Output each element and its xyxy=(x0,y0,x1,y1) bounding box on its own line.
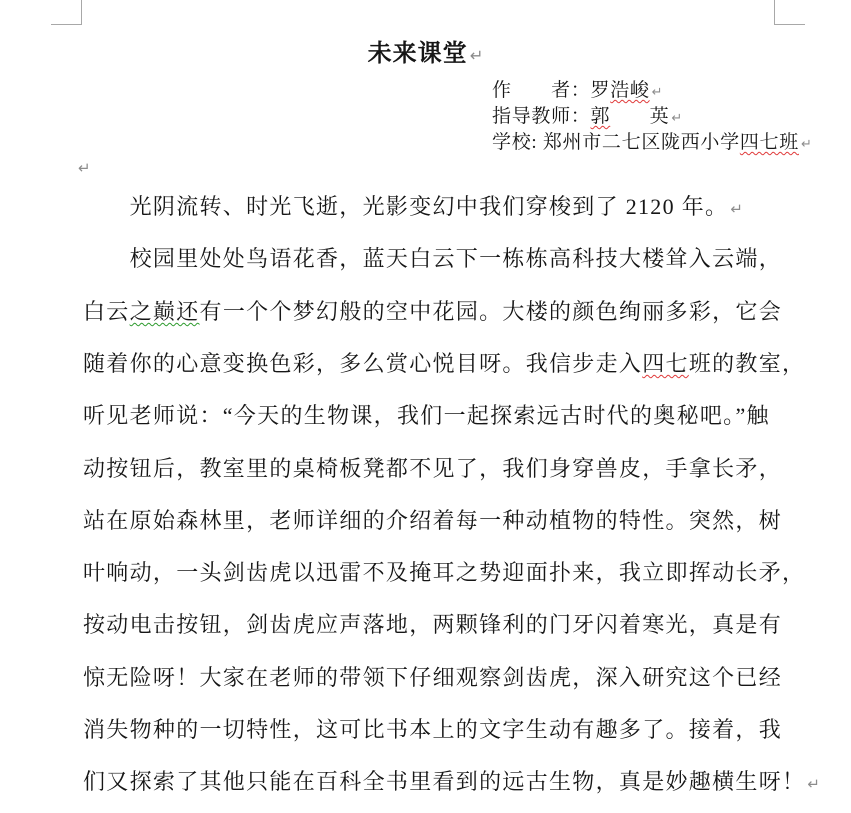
text-run: 作 者： xyxy=(492,80,591,101)
body-line-4[interactable] xyxy=(83,351,805,377)
crop-mark-top-right-vertical xyxy=(774,0,775,24)
body-line-3[interactable] xyxy=(83,299,782,325)
text-run: 班的教室， xyxy=(688,351,806,376)
document-title-line[interactable] xyxy=(0,33,851,68)
body-line-7[interactable] xyxy=(83,508,782,534)
text-run: 罗 xyxy=(590,80,611,101)
spellcheck-red-underline-run: 四七班 xyxy=(739,132,799,153)
text-run: 光阴流转、时光飞逝，光影变幻中我们穿梭到了 2120 年。 xyxy=(83,194,729,219)
spellcheck-red-underline-run: 郭 xyxy=(590,106,611,127)
crop-mark-top-left-horizontal xyxy=(51,24,82,25)
text-run: 听见老师说：“今天的生物课，我们一起探索远古时代的奥秘吧。”触 xyxy=(83,403,770,428)
pilcrow-mark: ↵ xyxy=(469,46,484,65)
text-run: 们又探索了其他只能在百科全书里看到的远古生物，真是妙趣横生呀！ xyxy=(83,769,806,794)
text-run: 站在原始森林里，老师详细的介绍着每一种动植物的特性。突然，树 xyxy=(83,508,783,533)
meta-line-1[interactable] xyxy=(492,80,662,104)
crop-mark-top-left-vertical xyxy=(81,0,82,24)
body-line-1[interactable] xyxy=(83,194,743,222)
grammar-green-underline-run: 之巅还 xyxy=(129,299,200,324)
body-line-5[interactable] xyxy=(83,403,770,429)
crop-mark-top-right-horizontal xyxy=(774,24,805,25)
text-run: 白云 xyxy=(83,299,130,324)
pilcrow-mark: ↵ xyxy=(651,85,663,100)
pilcrow-mark: ↵ xyxy=(671,111,683,126)
text-run: 有一个个梦幻般的空中花园。大楼的颜色绚丽多彩，它会 xyxy=(199,299,783,324)
body-line-10[interactable] xyxy=(83,665,782,691)
body-line-6[interactable] xyxy=(83,456,782,482)
text-run: 叶响动，一头剑齿虎以迅雷不及掩耳之势迎面扑来，我立即挥动长矛， xyxy=(83,560,806,585)
text-run: 动按钮后，教室里的桌椅板凳都不见了，我们身穿兽皮，手拿长矛， xyxy=(83,456,783,481)
text-run: 消失物种的一切特性，这可比书本上的文字生动有趣多了。接着，我 xyxy=(83,717,783,742)
text-run: 校园里处处鸟语花香，蓝天白云下一栋栋高科技大楼耸入云端， xyxy=(83,246,783,271)
body-line-11[interactable] xyxy=(83,717,782,743)
text-run: 惊无险呀！大家在老师的带领下仔细观察剑齿虎，深入研究这个已经 xyxy=(83,665,783,690)
spellcheck-red-underline-run: 浩峻 xyxy=(610,80,650,101)
page-title: 未来课堂 xyxy=(367,41,468,67)
pilcrow-mark: ↵ xyxy=(807,775,820,793)
meta-line-2[interactable] xyxy=(492,106,682,130)
text-run: 随着你的心意变换色彩，多么赏心悦目呀。我信步走入 xyxy=(83,351,643,376)
text-run: 学校: 郑州市二七区陇西小学 xyxy=(492,132,740,153)
body-line-2[interactable] xyxy=(83,246,782,272)
body-line-12[interactable] xyxy=(83,769,820,797)
body-line-9[interactable] xyxy=(83,612,782,638)
meta-line-3[interactable] xyxy=(492,132,812,156)
text-run: 按动电击按钮，剑齿虎应声落地，两颗锋利的门牙闪着寒光，真是有 xyxy=(83,612,783,637)
body-line-8[interactable] xyxy=(83,560,805,586)
pilcrow-mark: ↵ xyxy=(800,137,812,152)
spellcheck-red-underline-run: 四七 xyxy=(642,351,689,376)
text-run: 英 xyxy=(610,106,670,127)
pilcrow-mark: ↵ xyxy=(730,200,743,218)
text-run: 指导教师： xyxy=(492,106,591,127)
empty-paragraph-pilcrow-mark: ↵ xyxy=(78,159,91,177)
